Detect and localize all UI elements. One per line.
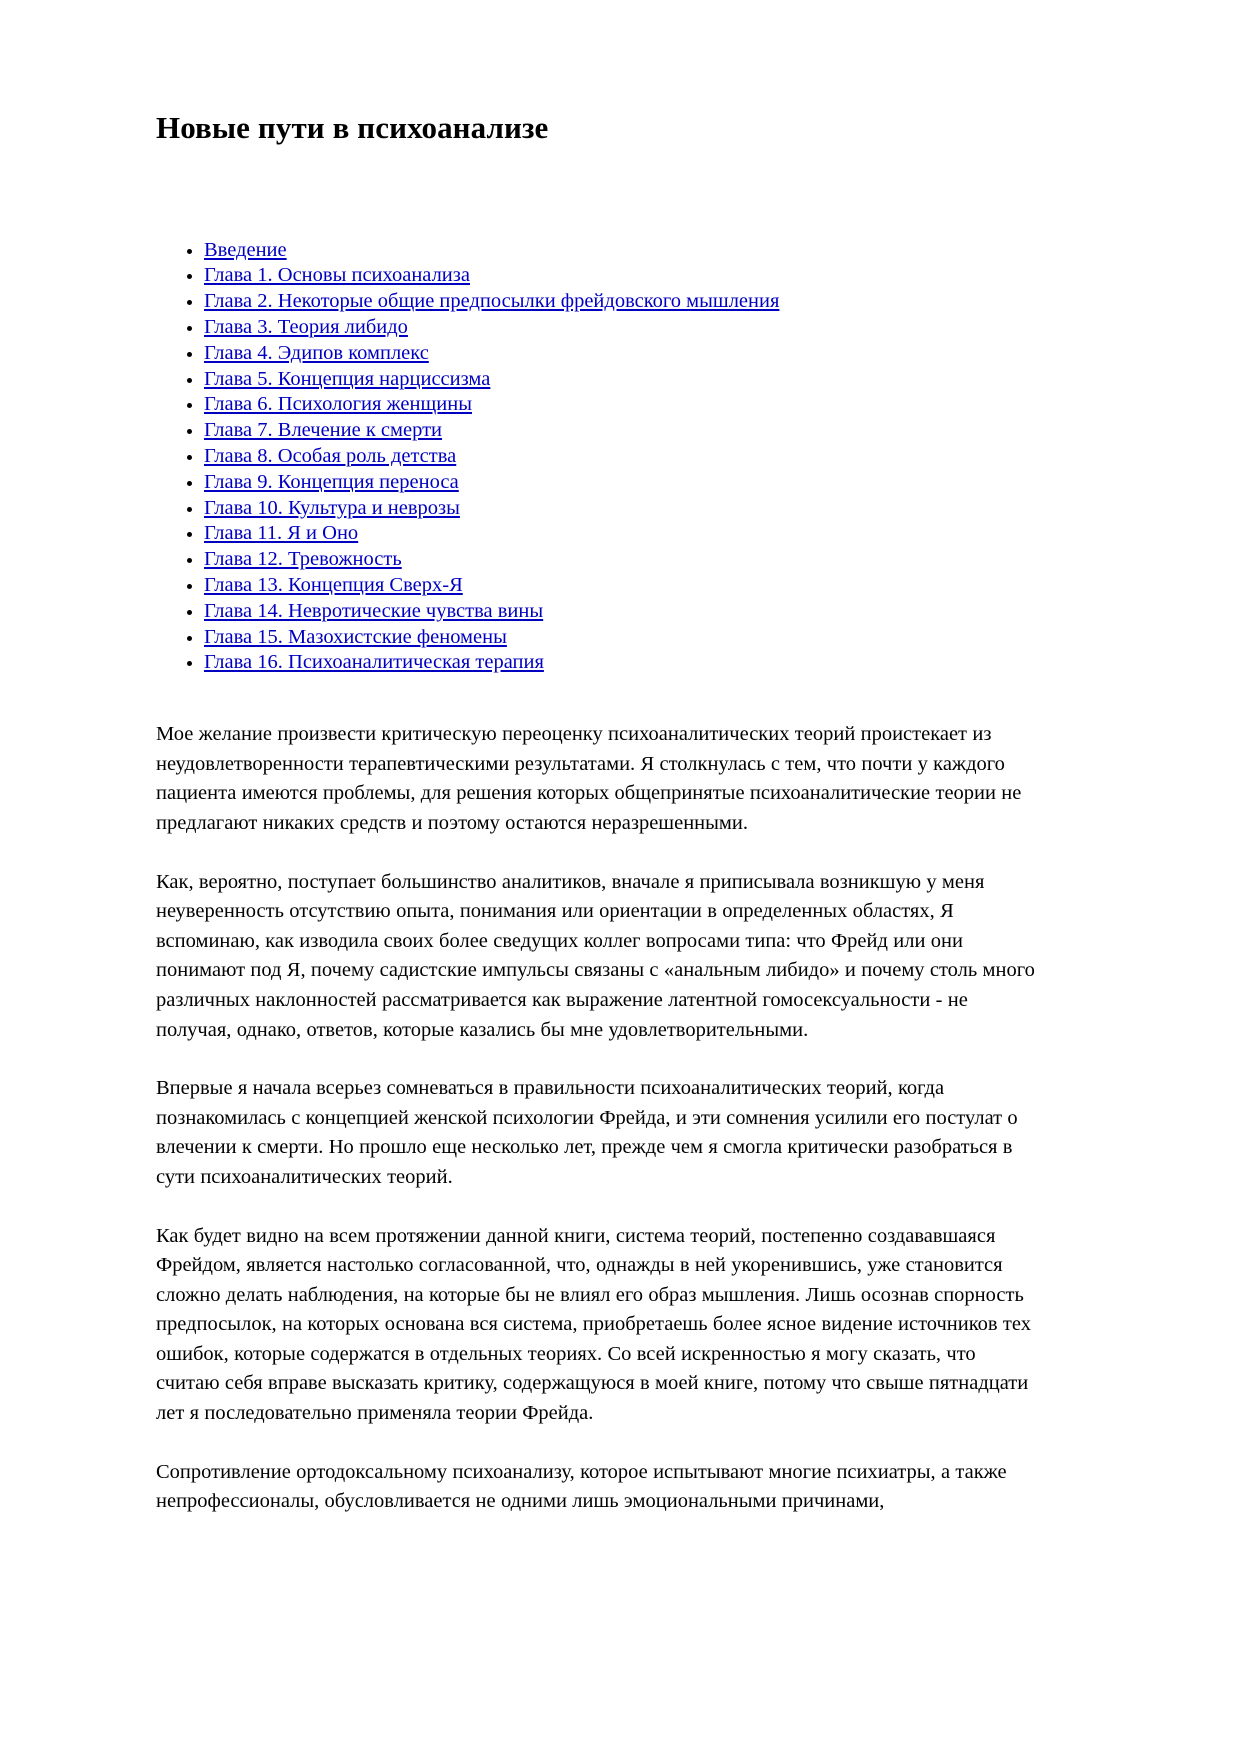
page-title: Новые пути в психоанализе [156, 110, 549, 145]
toc-link-chapter-14[interactable]: Глава 14. Невротические чувства вины [204, 599, 544, 622]
list-item [204, 238, 1044, 264]
toc-link-chapter-12[interactable]: Глава 12. Тревожность [204, 548, 402, 571]
toc-link-chapter-9[interactable]: Глава 9. Концепция переноса [204, 470, 459, 493]
list-item [204, 599, 1044, 625]
toc-link-chapter-15[interactable]: Глава 15. Мазохистские феномены [204, 625, 507, 648]
paragraph: Мое желание произвести критическую переоценку психоаналитических теорий проистекает из неудовлетворенности терапевтическими результатами. Я столкнулась с тем, что почти у каждого пациента имеются проблемы, для решения которых общепринятые психоаналитические теории не предлагают никаких средств и поэтому остаются неразрешенными. [156, 723, 1022, 834]
toc-link-chapter-5[interactable]: Глава 5. Концепция нарциссизма [204, 367, 491, 390]
paragraph: Как, вероятно, поступает большинство аналитиков, вначале я приписывала возникшую у меня неуверенность отсутствию опыта, понимания или ориентации в определенных областях, Я вспоминаю, как изводила своих более сведущих коллег вопросами типа: что Фрейд или они понимают под Я, почему садистские импульсы связаны с «анальным либидо» и почему столь много различных наклонностей рассматривается как выражение латентной гомосексуальности - не получая, однако, ответов, которые казались бы мне удовлетворительными. [156, 870, 1035, 1041]
list-item [204, 392, 1044, 418]
toc-link-chapter-7[interactable]: Глава 7. Влечение к смерти [204, 419, 443, 442]
list-item [204, 625, 1044, 651]
toc-link-chapter-8[interactable]: Глава 8. Особая роль детства [204, 445, 457, 468]
list-item [204, 573, 1044, 599]
list-item [204, 650, 1044, 676]
list-item [204, 263, 1044, 289]
paragraph: Впервые я начала всерьез сомневаться в правильности психоаналитических теорий, когда познакомилась с концепцией женской психологии Фрейда, и эти сомнения усилили его постулат о влечении к смерти. Но прошло еще несколько лет, прежде чем я смогла критически разобраться в сути психоаналитических теорий. [156, 1077, 1018, 1188]
list-item [204, 418, 1044, 444]
toc-link-chapter-6[interactable]: Глава 6. Психология женщины [204, 393, 472, 416]
list-item [204, 315, 1044, 341]
table-of-contents [156, 238, 1044, 677]
toc-link-chapter-4[interactable]: Глава 4. Эдипов комплекс [204, 341, 429, 364]
list-item [204, 367, 1044, 393]
list-item [204, 547, 1044, 573]
toc-link-introduction[interactable]: Введение [204, 238, 287, 261]
paragraph: Сопротивление ортодоксальному психоанализу, которое испытывают многие психиатры, а также непрофессионалы, обусловливается не одними лишь эмоциональными причинами, [156, 1460, 1007, 1513]
toc-link-chapter-10[interactable]: Глава 10. Культура и неврозы [204, 496, 460, 519]
toc-link-chapter-11[interactable]: Глава 11. Я и Оно [204, 522, 359, 545]
toc-link-chapter-1[interactable]: Глава 1. Основы психоанализа [204, 264, 470, 287]
list-item [204, 470, 1044, 496]
list-item [204, 341, 1044, 367]
list-item [204, 444, 1044, 470]
toc-link-chapter-16[interactable]: Глава 16. Психоаналитическая терапия [204, 651, 544, 674]
toc-link-chapter-13[interactable]: Глава 13. Концепция Сверх-Я [204, 574, 463, 596]
list-item [204, 289, 1044, 315]
paragraph: Как будет видно на всем протяжении данной книги, система теорий, постепенно создававшаяся Фрейдом, является настолько согласованной, что, однажды в ней укоренившись, уже становится сложно делать наблюдения, на которые бы не влиял его образ мышления. Лишь осознав спорность предпосылок, на которых основана вся система, приобретаешь более ясное видение источников тех ошибок, которые содержатся в отдельных теориях. Со всей искренностью я могу сказать, что считаю себя вправе высказать критику, содержащуюся в моей книге, потому что свыше пятнадцати лет я последовательно применяла теории Фрейда. [156, 1224, 1031, 1425]
list-item [204, 496, 1044, 522]
list-item [204, 521, 1044, 547]
toc-link-chapter-3[interactable]: Глава 3. Теория либидо [204, 316, 408, 339]
body-content [156, 720, 1044, 1517]
toc-link-chapter-2[interactable]: Глава 2. Некоторые общие предпосылки фрейдовского мышления [204, 290, 780, 313]
